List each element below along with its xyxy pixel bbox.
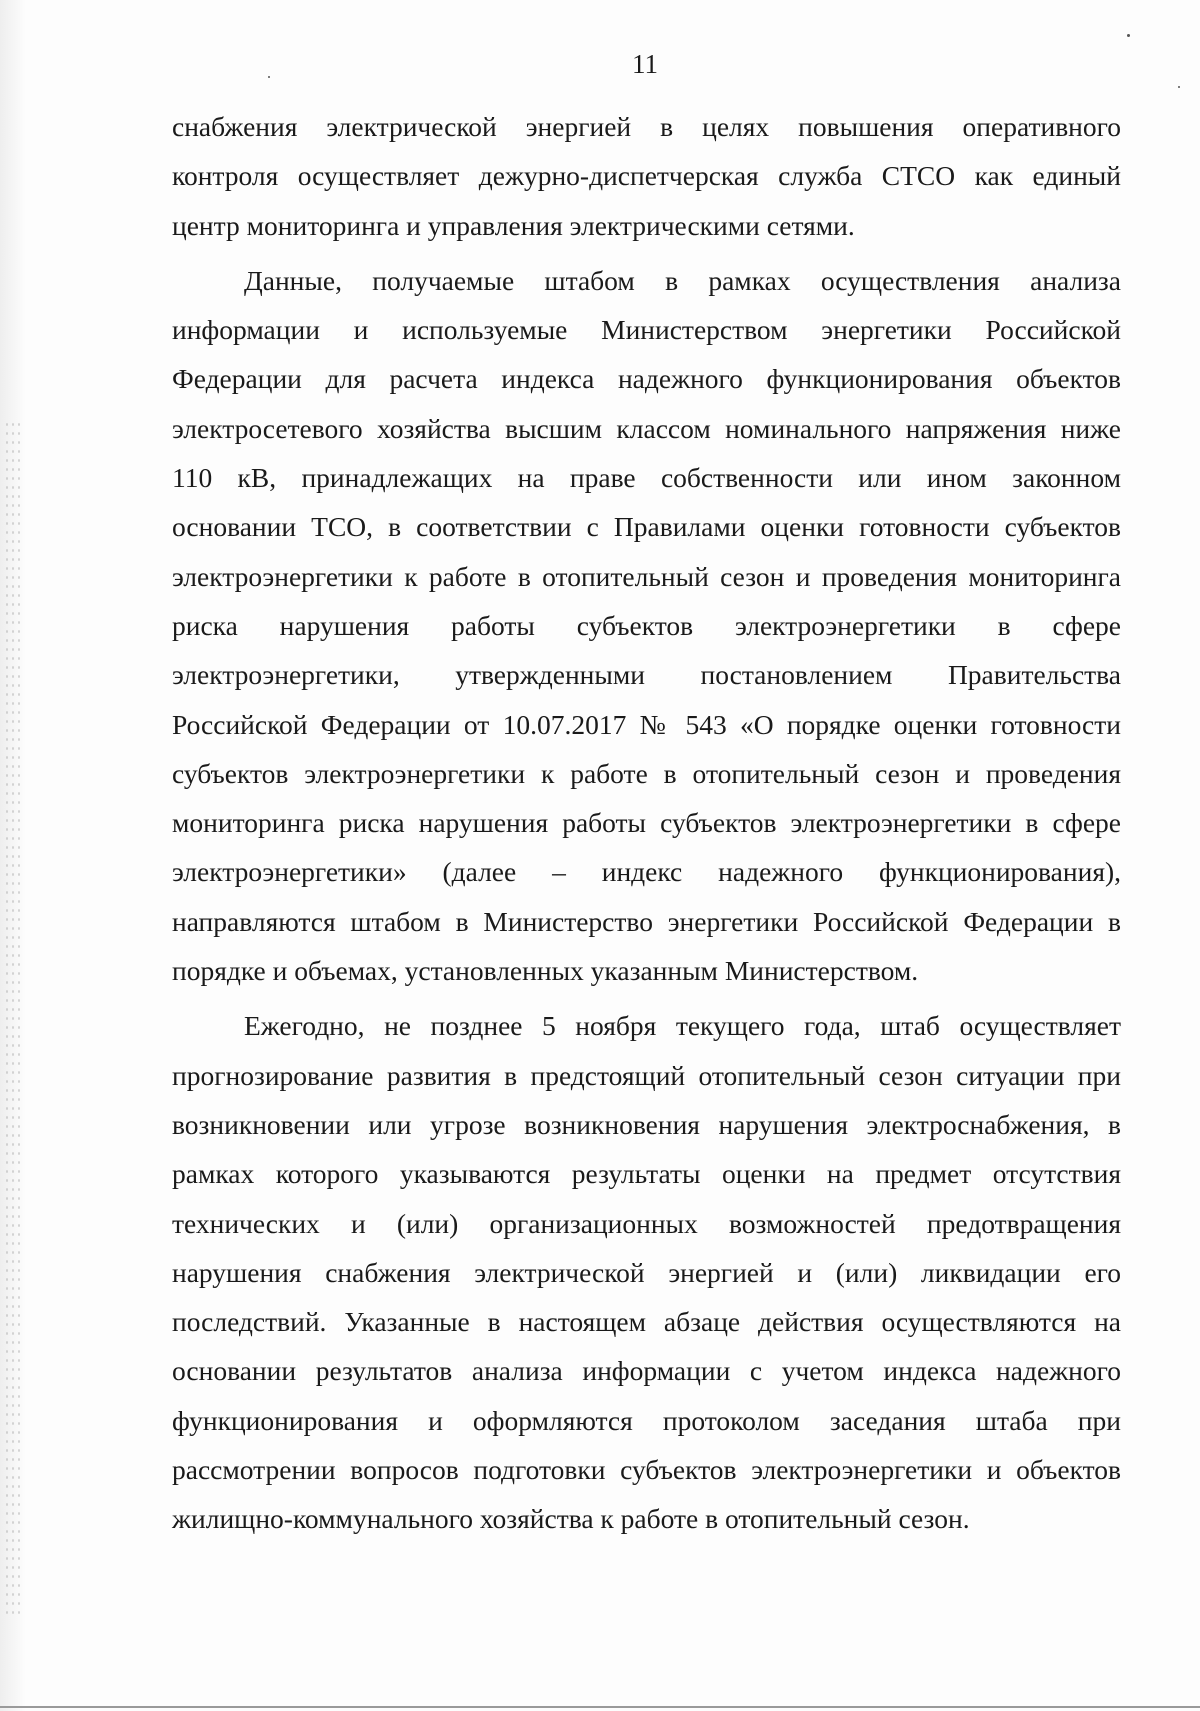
text-line: 110 кВ, принадлежащих на праве собственности или ином законном [172,462,1121,494]
document-body [172,102,1121,1544]
text-line: технических и (или) организационных возможностей предотвращения [172,1207,1121,1239]
text-line: функционирования и оформляются протоколом заседания штаба при [172,1404,1121,1436]
text-line: Федерации для расчета индекса надежного функционирования объектов [172,363,1121,395]
text-line: информации и используемые Министерством энергетики Российской [172,314,1121,346]
scan-speck [268,76,270,78]
scan-noise [4,420,22,1620]
text-line: последствий. Указанные в настоящем абзаце действия осуществляются на [172,1306,1121,1338]
text-line: субъектов электроэнергетики к работе в отопительный сезон и проведения [172,757,1121,789]
paragraph-3 [172,1001,1121,1543]
text-line: прогнозирование развития в предстоящий отопительный сезон ситуации при [172,1059,1121,1091]
text-line: жилищно-коммунального хозяйства к работе в отопительный сезон. [172,1503,970,1535]
text-line: рассмотрении вопросов подготовки субъектов электроэнергетики и объектов [172,1454,1121,1486]
text-line: риска нарушения работы субъектов электроэнергетики в сфере [172,609,1121,641]
text-line: направляются штабом в Министерство энергетики Российской Федерации в [172,905,1121,937]
text-line: Ежегодно, не позднее 5 ноября текущего года, штаб осуществляет [244,1010,1121,1042]
text-line: электроэнергетики» (далее – индекс надежного функционирования), [172,856,1121,888]
scan-speck [1178,86,1180,88]
text-line: Российской Федерации от 10.07.2017 № 543 «О порядке оценки готовности [172,708,1121,740]
text-line: порядке и объемах, установленных указанным Министерством. [172,955,919,987]
text-line: электроэнергетики, утвержденными постановлением Правительства [172,659,1121,691]
scan-bottom-edge [0,1706,1200,1708]
text-line: снабжения электрической энергией в целях повышения оперативного [172,111,1121,142]
text-line: нарушения снабжения электрической энергией и (или) ликвидации его [172,1256,1121,1288]
scan-speck [1127,34,1130,37]
paragraph-1 [172,102,1121,250]
text-line: электросетевого хозяйства высшим классом номинального напряжения ниже [172,412,1121,444]
text-line: возникновении или угрозе возникновения нарушения электроснабжения, в [172,1108,1121,1140]
text-line: центр мониторинга и управления электрическими сетями. [172,209,855,241]
text-line: основании результатов анализа информации с учетом индекса надежного [172,1355,1121,1387]
page-number: 11 [632,49,658,79]
text-line: мониторинга риска нарушения работы субъектов электроэнергетики в сфере [172,807,1121,839]
paragraph-2 [172,256,1121,995]
text-line: Данные, получаемые штабом в рамках осуществления анализа [244,264,1121,296]
text-line: основании ТСО, в соответствии с Правилами оценки готовности субъектов [172,511,1121,543]
text-line: электроэнергетики к работе в отопительный сезон и проведения мониторинга [172,560,1121,592]
text-line: рамках которого указываются результаты оценки на предмет отсутствия [172,1158,1121,1190]
text-line: контроля осуществляет дежурно-диспетчерская служба СТСО как единый [172,160,1121,192]
